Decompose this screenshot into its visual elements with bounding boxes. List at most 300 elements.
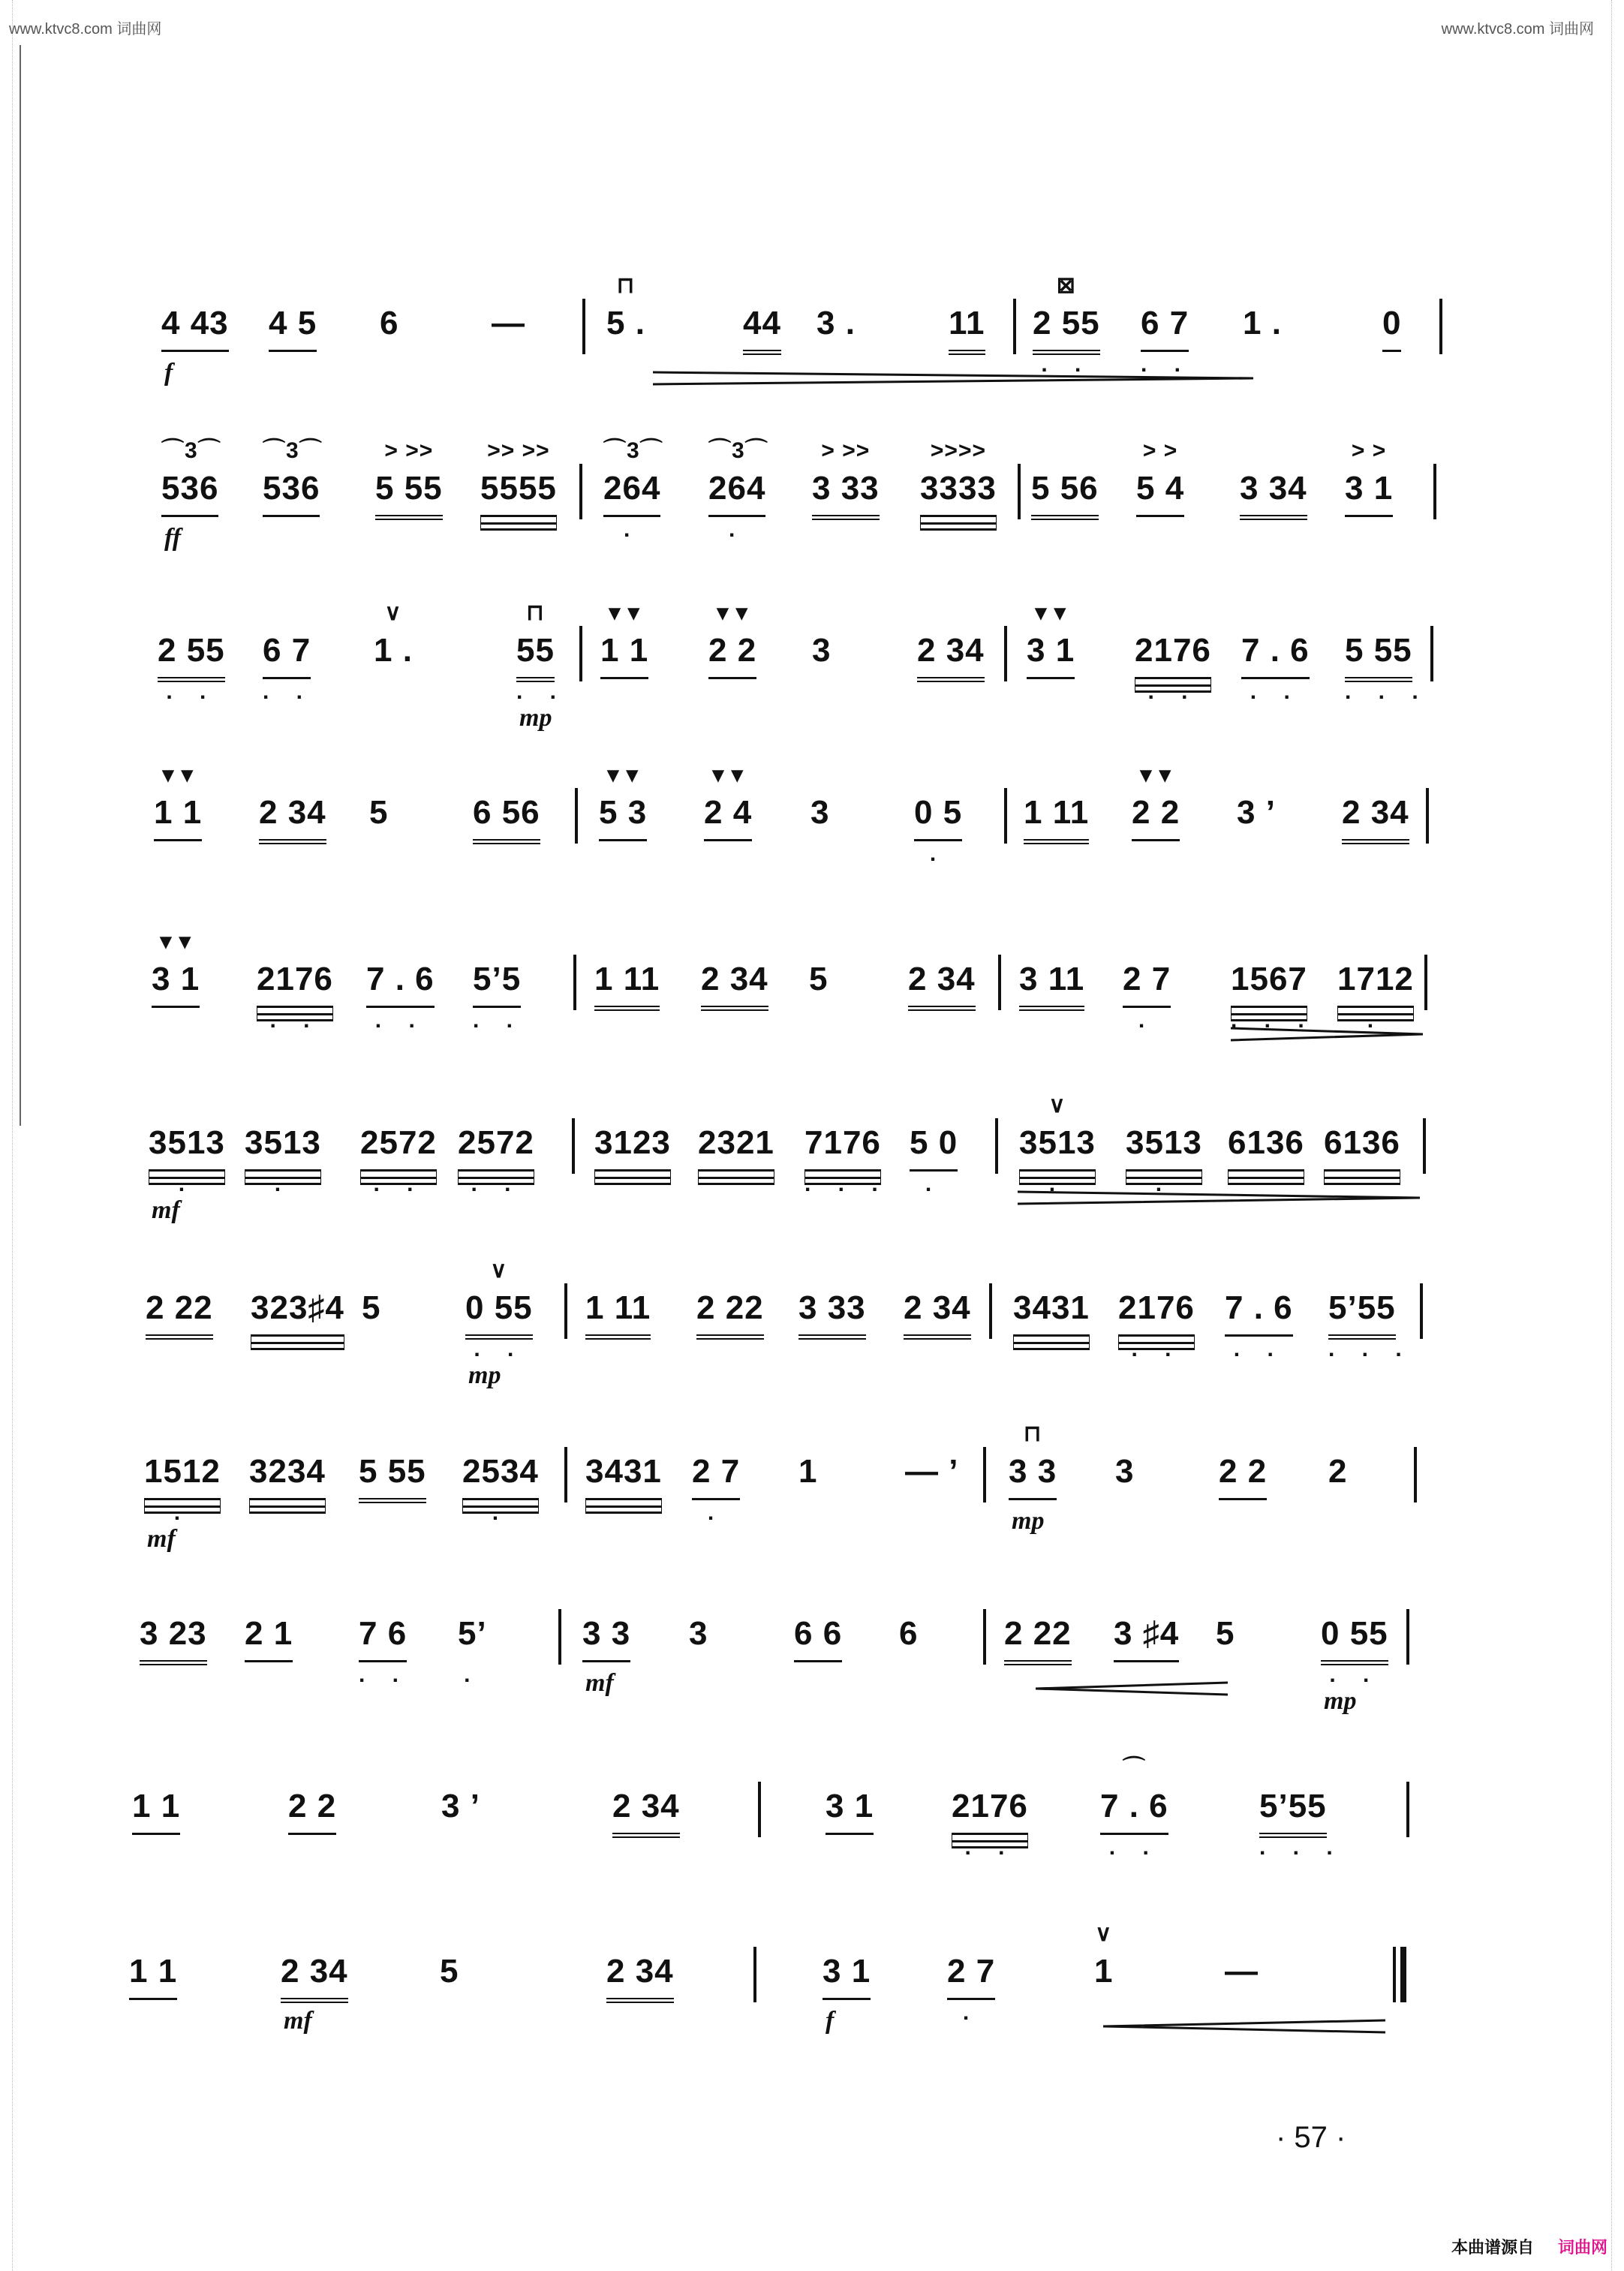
note-digits: 2 34 [908,961,976,997]
articulation-mark: >> >> [487,438,550,463]
note-group [1228,1124,1304,1172]
note-group [708,600,757,679]
octave-dots: . . [1108,1835,1159,1860]
note-group [441,1788,480,1833]
note-digits: 1 1 [132,1788,181,1824]
note-digits: 5 56 [1031,470,1099,507]
note-digits: 1712 [1337,961,1414,997]
note-group [1024,794,1089,844]
articulation-mark: ⌒3⌒ [263,438,323,463]
octave-dots: . [1367,1008,1385,1033]
note-group [917,632,985,682]
note-digits: 7 . 6 [1100,1788,1168,1824]
note-group [251,1289,344,1337]
note-group [826,1788,874,1835]
barline [1013,299,1016,354]
note-group [810,794,829,839]
note-group [904,1289,971,1340]
note-digits: 2 34 [701,961,768,997]
note-group [1231,961,1315,1033]
note-digits: 2 34 [917,632,985,669]
note-group [1219,1453,1267,1500]
note-digits: 3 3 [582,1615,631,1652]
header-watermark-right: www.ktvc8.com 词曲网 [1441,21,1594,38]
note-digits: 3 ’ [1237,794,1276,831]
note-digits: 2 34 [612,1788,680,1824]
note-group [362,1289,380,1334]
score-line [0,1756,1624,1938]
note-group [144,1453,221,1525]
articulation-mark: ⌒ [1122,1756,1146,1781]
footer-site-label: 词曲网 [1558,2238,1608,2257]
note-digits: 3 34 [1240,470,1307,507]
articulation-mark: > > [1351,438,1387,463]
note-group [263,438,323,517]
note-digits: 2 2 [1219,1453,1268,1490]
note-digits: 323♯4 [251,1289,344,1326]
note-group [1118,1289,1195,1361]
note-group [462,1453,539,1525]
note-group [1382,305,1401,352]
note-group [1225,1953,1259,1998]
barline [998,955,1001,1010]
octave-dots: . . [359,1662,410,1687]
note-digits: 7 . 6 [1241,632,1310,669]
barline [753,1947,756,2002]
note-digits: 536 [161,470,219,507]
note-group [380,305,398,350]
note-group [594,961,660,1011]
barline [1406,1609,1409,1665]
note-group [594,1124,671,1172]
octave-dots: . . [1041,352,1092,377]
dynamic-marking: mp [468,1361,501,1389]
note-group [1135,632,1211,704]
note-digits: 1 1 [154,794,203,831]
articulation-mark: ▾ ▾ [607,763,639,787]
note-digits: 5’5 [473,961,522,997]
note-digits: 6 [380,305,399,341]
note-digits: 5 55 [1345,632,1412,669]
note-digits: 2 2 [1132,794,1180,831]
note-digits: 2176 [1135,632,1211,669]
diminuendo-hairpin [1018,1190,1420,1205]
page-number: · 57 · [1276,2121,1346,2154]
articulation-mark: ▾ ▾ [717,600,748,625]
footer-source-label: 本曲谱源自 [1451,2238,1535,2257]
score-line [0,1421,1624,1603]
note-digits: 2176 [257,961,333,997]
barline [1004,626,1007,681]
note-group [245,1615,293,1662]
note-group [516,600,567,704]
note-digits: 1 . [374,632,413,669]
note-digits: — ’ [905,1453,959,1490]
note-digits: 3333 [920,470,997,507]
note-digits: 1512 [144,1453,221,1490]
articulation-mark: ⊓ [616,273,636,298]
barline [573,955,576,1010]
note-digits: 3234 [249,1453,326,1490]
barline [983,1447,986,1502]
note-group [465,1258,533,1361]
note-group [1225,1289,1293,1361]
note-group [129,1953,177,2000]
note-digits: 2 2 [708,632,757,669]
articulation-mark: >>>> [930,438,986,463]
octave-dots: . . [269,1008,320,1033]
note-group [375,438,443,520]
dynamic-marking: mp [1012,1507,1045,1535]
note-digits: 3 1 [823,1953,871,1990]
note-digits: 6 [899,1615,919,1652]
octave-dots: . . . [804,1172,889,1196]
note-group [698,1124,774,1172]
note-digits: 4 5 [269,305,317,341]
articulation-mark: ∨ [490,1258,508,1283]
note-digits: 4 43 [161,305,229,341]
note-group [458,1124,534,1196]
octave-dots: . . [1250,679,1301,704]
articulation-mark: ⌒3⌒ [161,438,221,463]
note-group [704,763,753,841]
octave-dots: . . . [1345,679,1429,704]
octave-dots: . . [263,679,314,704]
note-group [1141,305,1192,377]
dynamic-marking: mf [147,1525,176,1553]
articulation-mark: > >> [821,438,871,463]
note-group [920,438,997,517]
note-digits: 0 55 [1321,1615,1388,1652]
note-digits: 3431 [1013,1289,1090,1326]
octave-dots: . . [374,1008,426,1033]
note-group [1027,600,1075,679]
barline [989,1283,992,1339]
octave-dots: . . . [1231,1008,1315,1033]
note-group [154,763,203,841]
note-group [692,1453,741,1525]
note-digits: 5’55 [1259,1788,1327,1824]
note-group [798,1289,866,1340]
note-group [259,794,326,844]
diminuendo-hairpin [1231,1027,1423,1042]
note-group [599,763,648,841]
note-group [473,794,540,844]
note-digits: 2176 [1118,1289,1195,1326]
note-digits: 5 [1216,1615,1235,1652]
note-group [359,1615,410,1687]
note-group [809,961,828,1006]
note-digits: 2 7 [1123,961,1171,997]
note-group [823,1953,871,2000]
articulation-mark: ▾ ▾ [1035,600,1066,625]
note-digits: 6 56 [473,794,540,831]
note-digits: 2 7 [947,1953,996,1990]
note-digits: 5 [362,1289,381,1326]
octave-dots: . [1138,1008,1156,1033]
note-digits: 2 22 [696,1289,764,1326]
note-group [1100,1756,1168,1860]
barline [1004,788,1007,844]
dynamic-marking: mf [585,1669,614,1697]
note-group [1345,438,1394,517]
articulation-mark: ∨ [1048,1093,1066,1117]
octave-dots: . . [1131,1337,1182,1361]
note-digits: 44 [743,305,781,341]
note-digits: 2572 [360,1124,437,1161]
note-digits: 2 55 [158,632,225,669]
note-digits: 6 6 [794,1615,843,1652]
note-group [359,1453,426,1503]
note-group [440,1953,459,1998]
note-group [1328,1453,1347,1498]
note-group [1240,470,1307,520]
barline [983,1609,986,1665]
articulation-mark: ⌒3⌒ [708,438,768,463]
note-group [458,1615,487,1687]
note-digits: 3 [812,632,832,669]
note-group [1345,632,1429,704]
score-line [0,438,1624,620]
note-digits: 2 34 [259,794,326,831]
note-digits: 1 [798,1453,818,1490]
barline [1439,299,1442,354]
note-digits: 536 [263,470,320,507]
articulation-mark: ∨ [384,600,402,625]
note-digits: 3513 [1019,1124,1096,1161]
note-group [1019,961,1084,1011]
note-digits: 5 4 [1136,470,1185,507]
note-digits: 2 1 [245,1615,293,1652]
score-line [0,600,1624,782]
note-group [1328,1289,1412,1361]
note-digits: 2 7 [692,1453,741,1490]
note-digits: 2 [1328,1453,1348,1490]
note-group [908,961,976,1011]
score-line [0,1258,1624,1439]
note-group [161,438,221,517]
note-group [817,305,856,350]
barline [579,626,582,681]
note-group [1094,1921,1114,1998]
octave-dots: . [178,1172,196,1196]
note-group [152,929,200,1008]
barline [575,788,578,844]
note-group [952,1788,1028,1860]
note-group [1033,273,1100,377]
note-group [585,1289,651,1340]
note-digits: 3 ♯4 [1114,1615,1180,1652]
note-digits: 3 [810,794,830,831]
note-digits: 2 34 [1342,794,1409,831]
barline [564,1447,567,1502]
note-digits: 3 3 [1009,1453,1057,1490]
note-group [1324,1124,1400,1172]
note-digits: 7 6 [359,1615,408,1652]
note-digits: 5 55 [375,470,443,507]
note-group [914,794,963,866]
note-digits: 2321 [698,1124,774,1161]
note-digits: 5 [809,961,829,997]
note-digits: 3 1 [1345,470,1394,507]
note-group [1241,632,1310,704]
note-digits: 5 . [606,305,645,341]
note-group [257,961,333,1033]
octave-dots: . [464,1662,481,1687]
note-digits: 1 . [1243,305,1282,341]
note-group [492,305,525,350]
note-group [1019,1093,1096,1196]
octave-dots: . [707,1500,725,1525]
octave-dots: . [173,1500,191,1525]
articulation-mark: ▾ ▾ [1140,763,1171,787]
note-digits: 1 1 [129,1953,178,1990]
note-digits: 1 11 [585,1289,651,1326]
score-line [0,1615,1624,1765]
note-digits: 11 [949,305,985,341]
note-digits: 3 1 [1027,632,1075,669]
octave-dots: . . [473,1008,524,1033]
note-digits: 2176 [952,1788,1028,1824]
barline [579,464,582,519]
note-group [743,305,781,355]
octave-dots: . . [1233,1337,1284,1361]
note-group [899,1615,918,1660]
octave-dots: . . [516,679,567,704]
barline [1433,464,1436,519]
header-watermark-left: www.ktvc8.com 词曲网 [9,21,162,38]
note-group [1004,1615,1072,1665]
note-digits: 2 55 [1033,305,1100,341]
note-digits: 3 . [817,305,856,341]
note-group [1337,961,1414,1033]
note-digits: — [492,305,525,341]
note-group [1342,794,1409,844]
score-line [0,763,1624,944]
note-group [1126,1124,1202,1196]
note-digits: 3513 [1126,1124,1202,1161]
note-group [374,600,413,677]
note-group [1114,1615,1179,1662]
barline [582,299,585,354]
note-digits: 2572 [458,1124,534,1161]
note-group [249,1453,326,1500]
note-digits: 6 7 [263,632,311,669]
note-group [288,1788,336,1835]
note-group [161,305,229,352]
octave-dots: . . [474,1337,525,1361]
note-group [1013,1289,1090,1337]
articulation-mark: > > [1142,438,1178,463]
note-group [473,961,524,1033]
note-digits: 3 23 [140,1615,207,1652]
barline [558,1609,561,1665]
note-group [603,438,663,542]
note-group [263,632,314,704]
note-digits: 7 . 6 [1225,1289,1293,1326]
note-digits: 5 [440,1953,459,1990]
barline [564,1283,567,1339]
note-digits: 5 3 [599,794,648,831]
articulation-mark: > >> [384,438,434,463]
octave-dots: . [925,1172,943,1196]
note-group [910,1124,958,1196]
octave-dots: . [962,2000,980,2025]
note-digits: 0 55 [465,1289,533,1326]
note-group [701,961,768,1011]
note-digits: 3 1 [152,961,200,997]
octave-dots: . . [373,1172,424,1196]
note-group [369,794,388,839]
note-digits: 5’ [458,1615,487,1652]
octave-dots: . . . [1328,1337,1412,1361]
note-digits: 0 [1382,305,1402,341]
articulation-mark: ▾ ▾ [160,929,191,954]
barline [758,1782,761,1837]
barline [1430,626,1433,681]
note-group [947,1953,996,2025]
articulation-mark: ▾ ▾ [609,600,640,625]
note-group [905,1453,958,1498]
note-digits: 5 55 [359,1453,426,1490]
articulation-mark: ▾ ▾ [712,763,744,787]
note-group [812,438,880,520]
note-digits: 7176 [804,1124,881,1161]
note-digits: 3 1 [826,1788,874,1824]
octave-dots: . . [1147,679,1198,704]
note-group [480,438,557,517]
articulation-mark: ▾ ▾ [162,763,194,787]
note-digits: 3 33 [798,1289,866,1326]
note-digits: 2 34 [904,1289,971,1326]
note-group [132,1788,180,1835]
note-digits: 2 22 [146,1289,213,1326]
note-digits: 3 ’ [441,1788,480,1824]
octave-dots: . [624,517,641,542]
note-group [1132,763,1180,841]
crescendo-hairpin [1036,1681,1228,1696]
articulation-mark: ⊓ [1023,1421,1042,1446]
octave-dots: . . [1329,1662,1380,1687]
note-group [612,1788,680,1838]
note-group [158,632,225,704]
note-group [600,600,649,679]
dynamic-marking: mf [284,2007,312,2035]
note-group [1259,1788,1343,1860]
barline [995,1118,998,1174]
note-group [1237,794,1276,839]
note-group [1115,1453,1134,1498]
final-barline [1393,1947,1406,2002]
note-digits: 2 34 [281,1953,348,1990]
barline [1426,788,1429,844]
note-digits: 1 [1094,1953,1114,1990]
diminuendo-hairpin [653,371,1253,386]
note-group [708,438,768,542]
octave-dots: . . [166,679,217,704]
note-group [149,1124,225,1196]
note-digits: 3 [1115,1453,1135,1490]
note-digits: 1 11 [1024,794,1090,831]
note-digits: 2534 [462,1453,539,1490]
octave-dots: . [274,1172,292,1196]
octave-dots: . [1048,1172,1066,1196]
note-digits: 264 [708,470,766,507]
note-group [1009,1421,1057,1500]
note-digits: 6 7 [1141,305,1189,341]
note-digits: 3 33 [812,470,880,507]
octave-dots: . [929,841,947,866]
